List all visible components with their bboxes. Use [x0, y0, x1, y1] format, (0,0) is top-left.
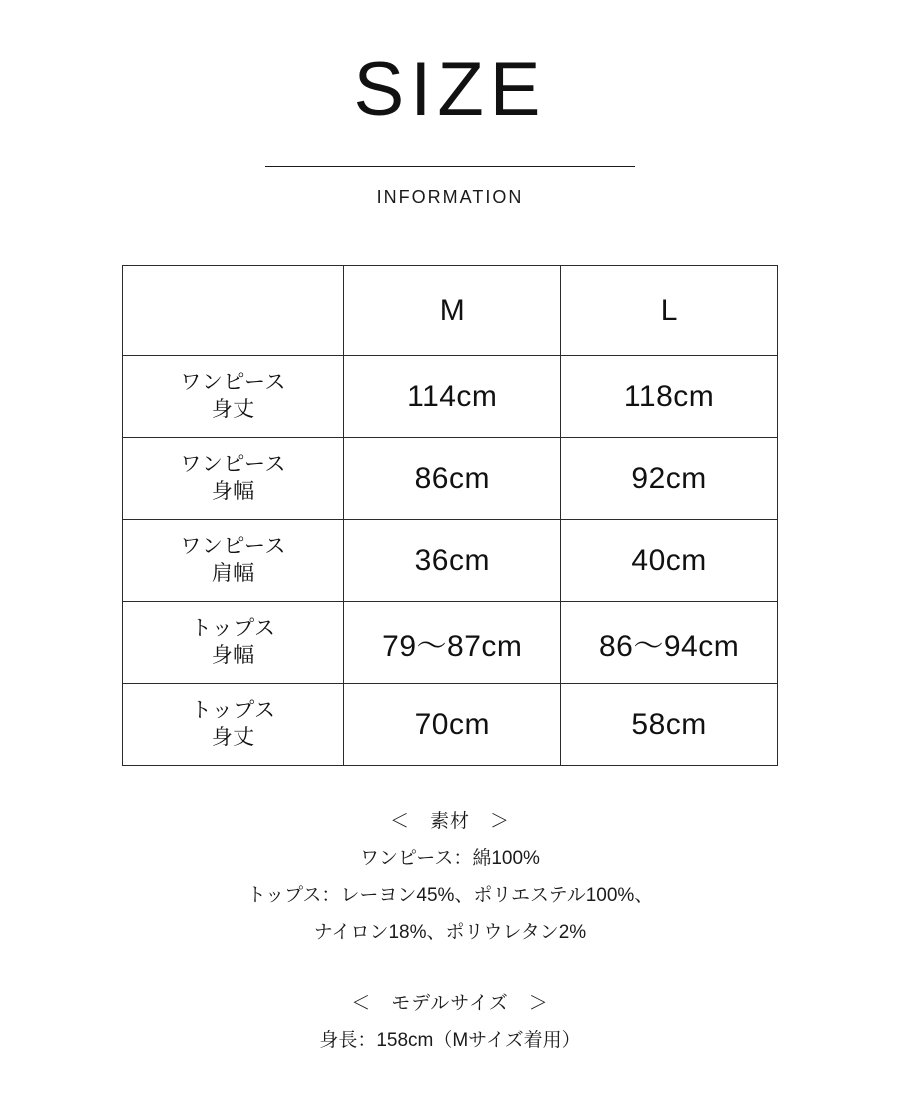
row-label-line2: 肩幅 — [211, 561, 255, 585]
material-block — [0, 803, 900, 951]
row-label-line2: 身幅 — [211, 643, 255, 667]
cell-l: 86〜94cm — [561, 602, 778, 684]
table-header-row — [123, 266, 778, 356]
cell-m: 36cm — [344, 520, 561, 602]
row-label — [123, 438, 344, 520]
table-row — [123, 438, 778, 520]
row-label-line1: ワンピース — [180, 535, 286, 559]
row-label-line2: 身幅 — [211, 479, 255, 503]
model-block — [0, 985, 900, 1059]
row-label — [123, 684, 344, 766]
cell-m: 86cm — [344, 438, 561, 520]
size-table-body — [123, 356, 778, 766]
material-heading: ＜ 素材 ＞ — [389, 811, 510, 832]
cell-m: 114cm — [344, 356, 561, 438]
row-label-line2: 身丈 — [211, 725, 255, 749]
table-row — [123, 684, 778, 766]
cell-l: 92cm — [561, 438, 778, 520]
page-subtitle: INFORMATION — [376, 187, 524, 207]
column-header-m: M — [344, 266, 561, 356]
cell-m: 70cm — [344, 684, 561, 766]
column-header-l: L — [561, 266, 778, 356]
size-table — [122, 265, 778, 766]
row-label-line1: ワンピース — [180, 453, 286, 477]
page-header — [0, 0, 900, 208]
table-row — [123, 356, 778, 438]
row-label-line1: トップス — [190, 699, 276, 723]
model-heading: ＜ モデルサイズ ＞ — [351, 993, 549, 1015]
cell-l: 40cm — [561, 520, 778, 602]
size-table-container — [122, 265, 778, 766]
cell-m: 79〜87cm — [344, 602, 561, 684]
cell-l: 118cm — [561, 356, 778, 438]
row-label-line2: 身丈 — [211, 397, 255, 421]
table-row — [123, 602, 778, 684]
notes-section — [0, 803, 900, 1059]
row-label-line1: ワンピース — [180, 371, 286, 395]
row-label-line1: トップス — [190, 617, 276, 641]
table-row — [123, 520, 778, 602]
title-divider — [265, 166, 635, 167]
model-line-1: 身長：158cm（Mサイズ着用） — [319, 1030, 581, 1052]
row-label — [123, 520, 344, 602]
size-table-header — [123, 266, 778, 356]
material-line-2: トップス：レーヨン45%、ポリエステル100%、 — [246, 885, 654, 907]
row-label — [123, 602, 344, 684]
page-title: SIZE — [353, 47, 547, 132]
table-corner-cell — [123, 266, 344, 356]
material-line-1: ワンピース：綿100% — [360, 848, 540, 870]
row-label — [123, 356, 344, 438]
cell-l: 58cm — [561, 684, 778, 766]
material-line-3: ナイロン18%、ポリウレタン2% — [313, 922, 587, 944]
